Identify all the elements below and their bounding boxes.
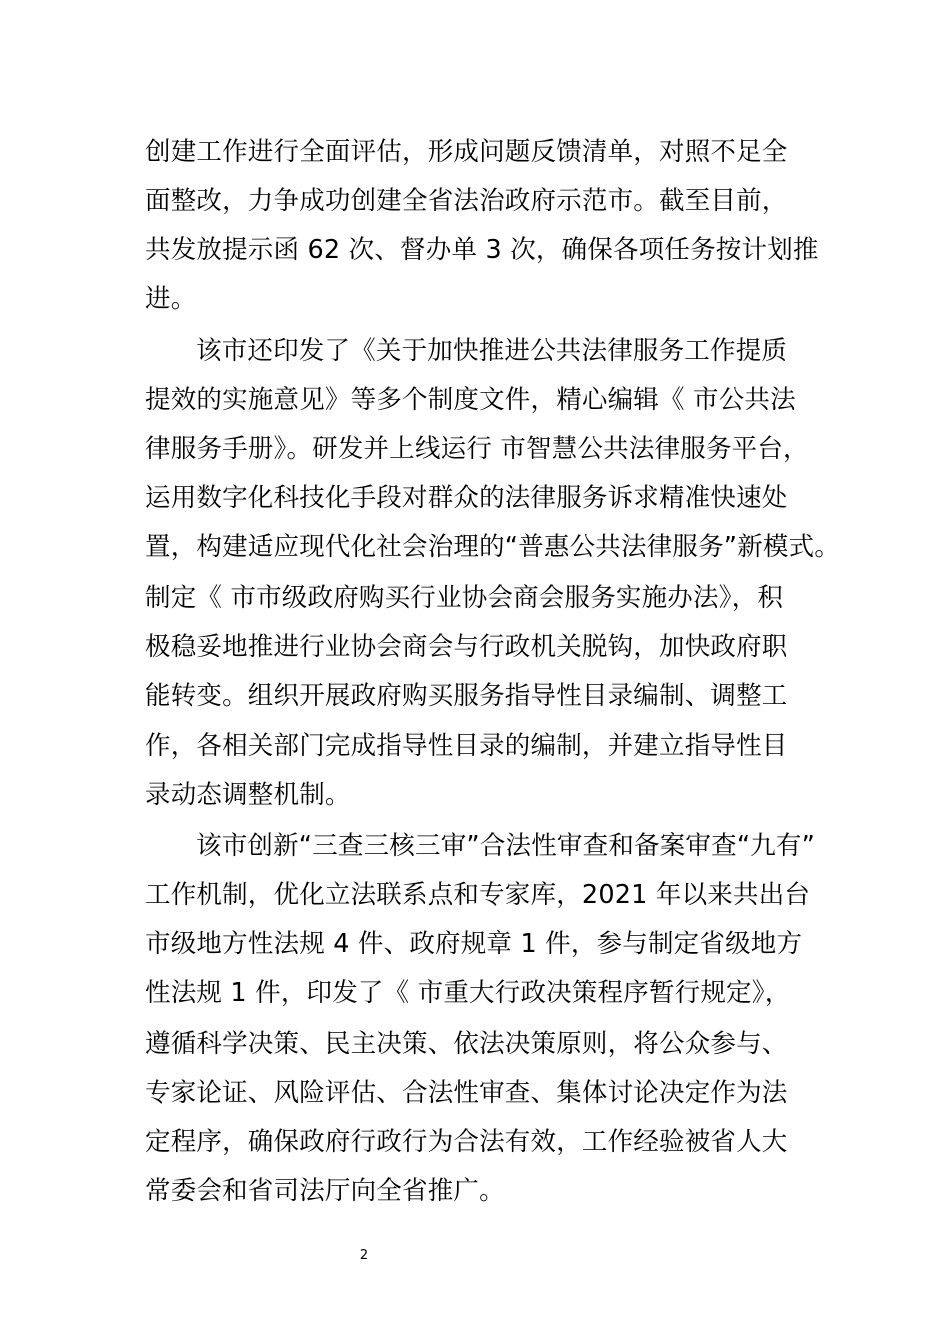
text-line: 市级地方性法规 4 件、政府规章 1 件，参与制定省级地方 — [145, 929, 803, 959]
text-line: 常委会和省司法厅向全省推广。 — [145, 1176, 505, 1206]
text-line: 性法规 1 件，印发了《 市重大行政决策程序暂行规定》， — [145, 978, 791, 1008]
text-line: 进。 — [145, 284, 197, 314]
text-line: 极稳妥地推进行业协会商会与行政机关脱钩，加快政府职 — [145, 632, 788, 662]
text-line: 作，各相关部门完成指导性目录的编制，并建立指导性目 — [145, 731, 788, 761]
text-line: 遵循科学决策、民主决策、依法决策原则，将公众参与、 — [145, 1029, 788, 1059]
page-number: 2 — [359, 1248, 369, 1263]
text-line: 录动态调整机制。 — [145, 780, 351, 810]
text-line: 能转变。组织开展政府购买服务指导性目录编制、调整工 — [145, 681, 788, 711]
text-line: 该市还印发了《关于加快推进公共法律服务工作提质 — [196, 336, 788, 366]
text-line: 提效的实施意见》等多个制度文件，精心编辑《 市公共法 — [145, 385, 796, 415]
text-line: 面整改，力争成功创建全省法治政府示范市。截至目前， — [145, 186, 788, 216]
text-line: 制定《 市市级政府购买行业协会商会服务实施办法》，积 — [145, 583, 784, 613]
text-line: 该市创新“三查三核三审”合法性审查和备案审查“九有” — [196, 831, 816, 861]
text-line: 运用数字化科技化手段对群众的法律服务诉求精准快速处 — [145, 483, 788, 513]
text-line: 工作机制，优化立法联系点和专家库，2021 年以来共出台 — [145, 880, 811, 910]
text-line: 定程序，确保政府行政行为合法有效，工作经验被省人大 — [145, 1127, 788, 1157]
text-line: 律服务手册》。研发并上线运行 市智慧公共法律服务平台， — [145, 434, 809, 464]
text-line: 置，构建适应现代化社会治理的“普惠公共法律服务”新模式。 — [145, 532, 841, 562]
text-line: 创建工作进行全面评估，形成问题反馈清单，对照不足全 — [145, 137, 788, 167]
text-line: 共发放提示函 62 次、督办单 3 次，确保各项任务按计划推 — [145, 235, 819, 265]
text-line: 专家论证、风险评估、合法性审查、集体讨论决定作为法 — [145, 1078, 788, 1108]
